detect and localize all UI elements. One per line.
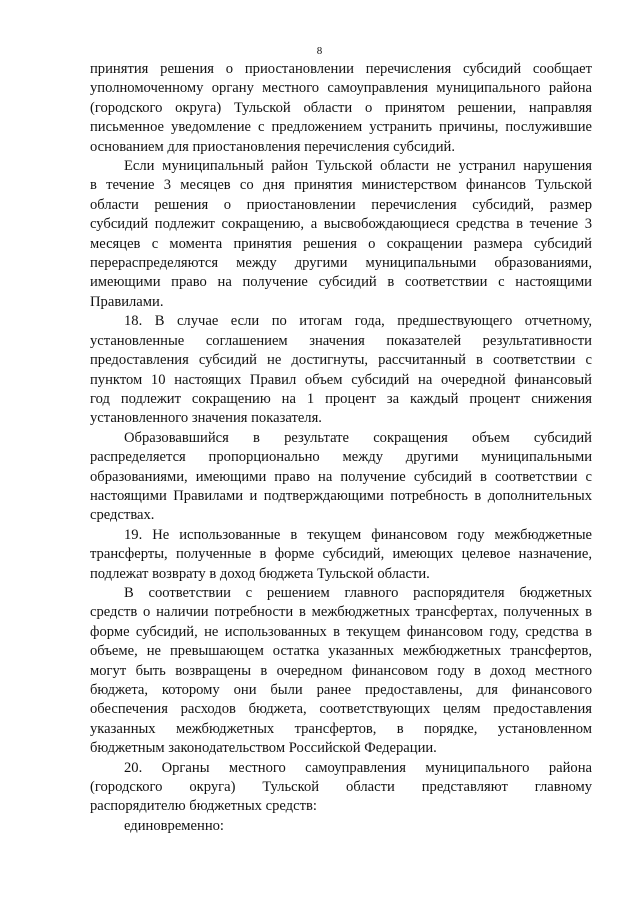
text-line: 20. Органы местного самоуправления муниципального района <box>124 759 592 776</box>
text-line: подлежат возврату в доход бюджета Тульской области. <box>90 565 430 582</box>
text-line: форме субсидий, не использованных в текущем финансовом году, средства в <box>90 623 592 640</box>
text-line: настоящими Правилами и подтверждающими потребность в дополнительных <box>90 487 592 504</box>
text-line: основанием для приостановления перечисления субсидий. <box>90 138 455 155</box>
paragraph <box>90 312 592 428</box>
text-line: распределяется пропорционально между другими муниципальными <box>90 449 592 466</box>
text-line: перераспределяются между другими муниципальными образованиями, <box>90 255 592 272</box>
text-line: субсидий подлежит сокращению, а высвобождающиеся средства в течение 3 <box>90 216 592 233</box>
text-line: бюджетным законодательством Российской Федерации. <box>90 740 437 757</box>
text-line: 19. Не использованные в текущем финансовом году межбюджетные <box>124 526 592 543</box>
text-line: области решения о приостановлении перечисления субсидий, размер <box>90 196 592 213</box>
page-number: 8 <box>316 45 323 57</box>
text-line: в течение 3 месяцев со дня принятия министерством финансов Тульской <box>90 177 592 194</box>
text-line: Правилами. <box>90 293 164 310</box>
text-line: (городского округа) Тульской области представляют главному <box>90 779 592 796</box>
text-line: установленные соглашением значения показателей результативности <box>90 332 592 349</box>
text-line: предоставления субсидий не достигнуты, рассчитанный в соответствии с <box>90 352 592 369</box>
text-line: бюджета, которому они были ранее предоставлены, для финансового <box>90 682 592 698</box>
text-line: год подлежит сокращению на 1 процент за каждый процент снижения <box>90 390 592 407</box>
paragraph <box>90 759 592 817</box>
paragraph <box>90 817 592 836</box>
text-line: распорядителю бюджетных средств: <box>90 798 317 815</box>
paragraph <box>90 60 592 157</box>
text-line: пунктом 10 настоящих Правил объем субсидий на очередной финансовый <box>90 371 592 388</box>
text-line: обеспечения расходов бюджета, соответствующих целям предоставления <box>90 701 592 718</box>
document-body <box>90 60 592 836</box>
text-line: принятия решения о приостановлении перечисления субсидий сообщает <box>90 61 592 77</box>
text-line: Образовавшийся в результате сокращения объем субсидий <box>124 429 592 446</box>
paragraph <box>90 429 592 526</box>
text-line: месяцев с момента принятия решения о сокращении размера субсидий <box>90 235 592 252</box>
text-line: уполномоченному органу местного самоуправления муниципального района <box>90 80 592 97</box>
text-line: объеме, не превышающем остатка указанных межбюджетных трансфертов, <box>90 643 592 660</box>
text-line: письменное уведомление с предложением устранить причины, послужившие <box>90 119 592 136</box>
paragraph <box>90 526 592 584</box>
text-line: средств о наличии потребности в межбюджетных трансфертах, полученных в <box>90 604 592 621</box>
paragraph <box>90 157 592 312</box>
text-line: (городского округа) Тульской области о принятом решении, направляя <box>90 99 592 116</box>
text-line: образованиями, имеющими право на получение субсидий в соответствии с <box>90 468 592 485</box>
paragraph <box>90 584 592 759</box>
text-line: единовременно: <box>124 817 224 834</box>
text-line: могут быть возвращены в очередном финансовом году в доход местного <box>90 662 592 679</box>
text-line: В соответствии с решением главного распорядителя бюджетных <box>124 584 592 601</box>
text-line: 18. В случае если по итогам года, предшествующего отчетному, <box>124 313 592 330</box>
text-line: Если муниципальный район Тульской области не устранил нарушения <box>124 158 592 175</box>
text-line: трансферты, полученные в форме субсидий, имеющих целевое назначение, <box>90 546 592 563</box>
text-line: имеющими право на получение субсидий в соответствии с настоящими <box>90 274 592 291</box>
text-line: указанных межбюджетных трансфертов, в порядке, установленном <box>90 720 592 737</box>
text-line: средствах. <box>90 507 155 524</box>
text-line: установленного значения показателя. <box>90 410 322 427</box>
